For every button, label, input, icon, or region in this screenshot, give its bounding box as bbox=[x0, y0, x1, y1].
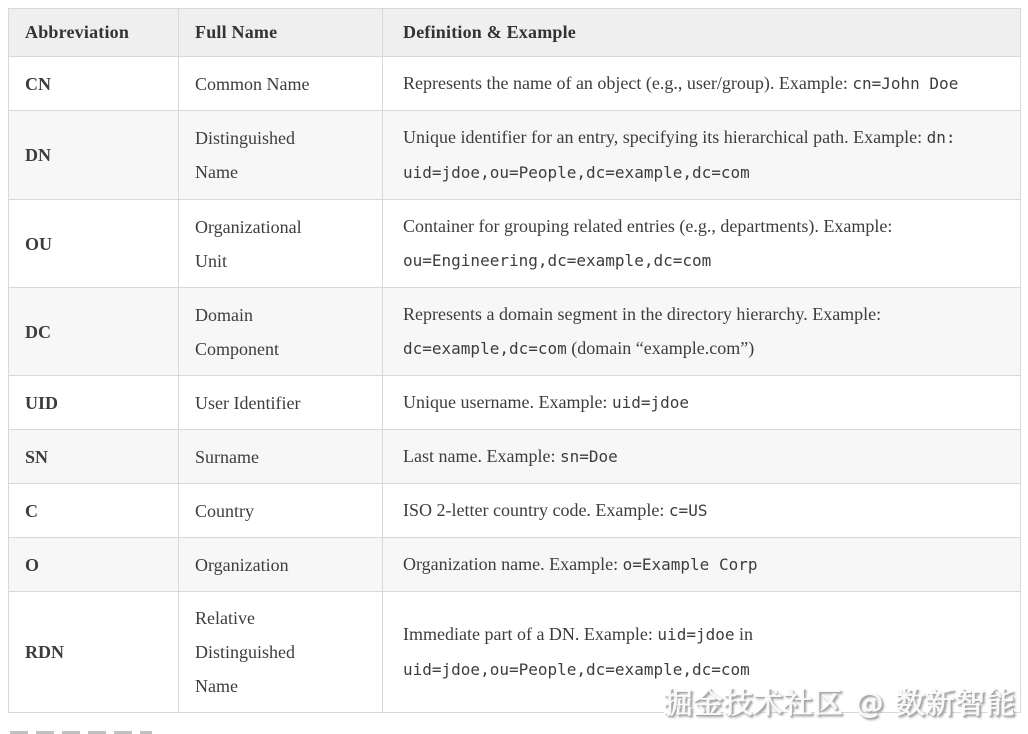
full-name-text: Distinguished Name bbox=[195, 128, 296, 182]
abbreviation-cell: UID bbox=[9, 376, 179, 430]
definition-text bbox=[403, 297, 968, 366]
full-name-text: Organization bbox=[195, 554, 289, 575]
table-row bbox=[9, 592, 1021, 713]
abbreviation-cell: O bbox=[9, 538, 179, 592]
definition-cell bbox=[383, 430, 1021, 484]
table-body bbox=[9, 57, 1021, 713]
full-name-cell bbox=[179, 288, 383, 376]
abbreviation-cell: DC bbox=[9, 288, 179, 376]
full-name-text: Relative Distinguished Name bbox=[195, 608, 296, 696]
code-snippet: dc=example,dc=com bbox=[403, 339, 567, 358]
definition-fragment: ISO 2-letter country code. Example: bbox=[403, 500, 669, 520]
header-definition-example: Definition & Example bbox=[383, 9, 1021, 57]
full-name-text: Common Name bbox=[195, 73, 310, 94]
full-name-cell bbox=[179, 484, 383, 538]
definition-text bbox=[403, 617, 968, 687]
full-name-cell bbox=[179, 200, 383, 288]
table-header bbox=[9, 9, 1021, 57]
full-name-text: Organizational Unit bbox=[195, 216, 302, 271]
code-snippet: sn=Doe bbox=[559, 447, 618, 466]
full-name-cell bbox=[179, 111, 383, 200]
definition-text bbox=[403, 66, 968, 101]
definition-text bbox=[403, 493, 968, 528]
abbreviation-cell: RDN bbox=[9, 592, 179, 713]
table-row bbox=[9, 111, 1021, 200]
definition-fragment: Represents a domain segment in the directory hierarchy. Example: bbox=[403, 304, 882, 324]
abbreviation-cell: DN bbox=[9, 111, 179, 200]
full-name-text: User Identifier bbox=[195, 392, 301, 413]
code-snippet: uid=jdoe,ou=People,dc=example,dc=com bbox=[403, 660, 750, 679]
definition-fragment: Represents the name of an object (e.g., user/group). Example: bbox=[403, 73, 853, 93]
definition-fragment: (domain “example.com”) bbox=[566, 338, 755, 358]
table-row bbox=[9, 57, 1021, 111]
definition-fragment: Organization name. Example: bbox=[403, 554, 623, 574]
table-row bbox=[9, 200, 1021, 288]
definition-fragment: Unique username. Example: bbox=[403, 392, 612, 412]
abbreviation-cell: SN bbox=[9, 430, 179, 484]
definition-cell bbox=[383, 200, 1021, 288]
full-name-text: Domain Component bbox=[195, 304, 279, 359]
definition-cell bbox=[383, 57, 1021, 111]
definition-fragment: in bbox=[734, 624, 753, 644]
full-name-cell bbox=[179, 538, 383, 592]
definition-fragment: Unique identifier for an entry, specifying its hierarchical path. Example: bbox=[403, 127, 927, 147]
table-row bbox=[9, 288, 1021, 376]
abbreviation-cell: OU bbox=[9, 200, 179, 288]
definition-fragment: Last name. Example: bbox=[403, 446, 560, 466]
code-snippet: uid=jdoe bbox=[611, 393, 689, 412]
table-row bbox=[9, 484, 1021, 538]
watermark-text: 掘金技术社区 @ 数新智能 bbox=[663, 686, 1016, 720]
definition-cell bbox=[383, 111, 1021, 200]
definition-text bbox=[403, 385, 968, 420]
definition-cell bbox=[383, 538, 1021, 592]
abbreviation-table bbox=[8, 8, 1021, 713]
full-name-cell bbox=[179, 57, 383, 111]
table-row bbox=[9, 376, 1021, 430]
definition-cell bbox=[383, 592, 1021, 713]
code-snippet: c=US bbox=[668, 501, 708, 520]
table-row bbox=[9, 538, 1021, 592]
code-snippet: uid=jdoe bbox=[657, 625, 735, 644]
full-name-text: Surname bbox=[195, 446, 259, 467]
code-snippet: dn: uid=jdoe,ou=People,dc=example,dc=com bbox=[403, 128, 956, 182]
full-name-cell bbox=[179, 430, 383, 484]
header-full-name: Full Name bbox=[179, 9, 383, 57]
code-snippet: ou=Engineering,dc=example,dc=com bbox=[403, 251, 712, 270]
ldap-abbreviation-table bbox=[8, 8, 1020, 713]
definition-text bbox=[403, 547, 968, 582]
definition-cell bbox=[383, 288, 1021, 376]
abbreviation-cell: CN bbox=[9, 57, 179, 111]
definition-text bbox=[403, 120, 968, 190]
definition-text bbox=[403, 209, 968, 278]
code-snippet: o=Example Corp bbox=[622, 555, 758, 574]
full-name-cell bbox=[179, 376, 383, 430]
definition-cell bbox=[383, 376, 1021, 430]
full-name-text: Country bbox=[195, 500, 255, 521]
full-name-cell bbox=[179, 592, 383, 713]
code-snippet: cn=John Doe bbox=[852, 74, 959, 93]
header-abbreviation: Abbreviation bbox=[9, 9, 179, 57]
header-row bbox=[9, 9, 1021, 57]
definition-text bbox=[403, 439, 968, 474]
definition-fragment: Immediate part of a DN. Example: bbox=[403, 624, 658, 644]
abbreviation-cell: C bbox=[9, 484, 179, 538]
table-row bbox=[9, 430, 1021, 484]
definition-fragment: Container for grouping related entries (e.g., departments). Example: bbox=[403, 216, 893, 236]
definition-cell bbox=[383, 484, 1021, 538]
